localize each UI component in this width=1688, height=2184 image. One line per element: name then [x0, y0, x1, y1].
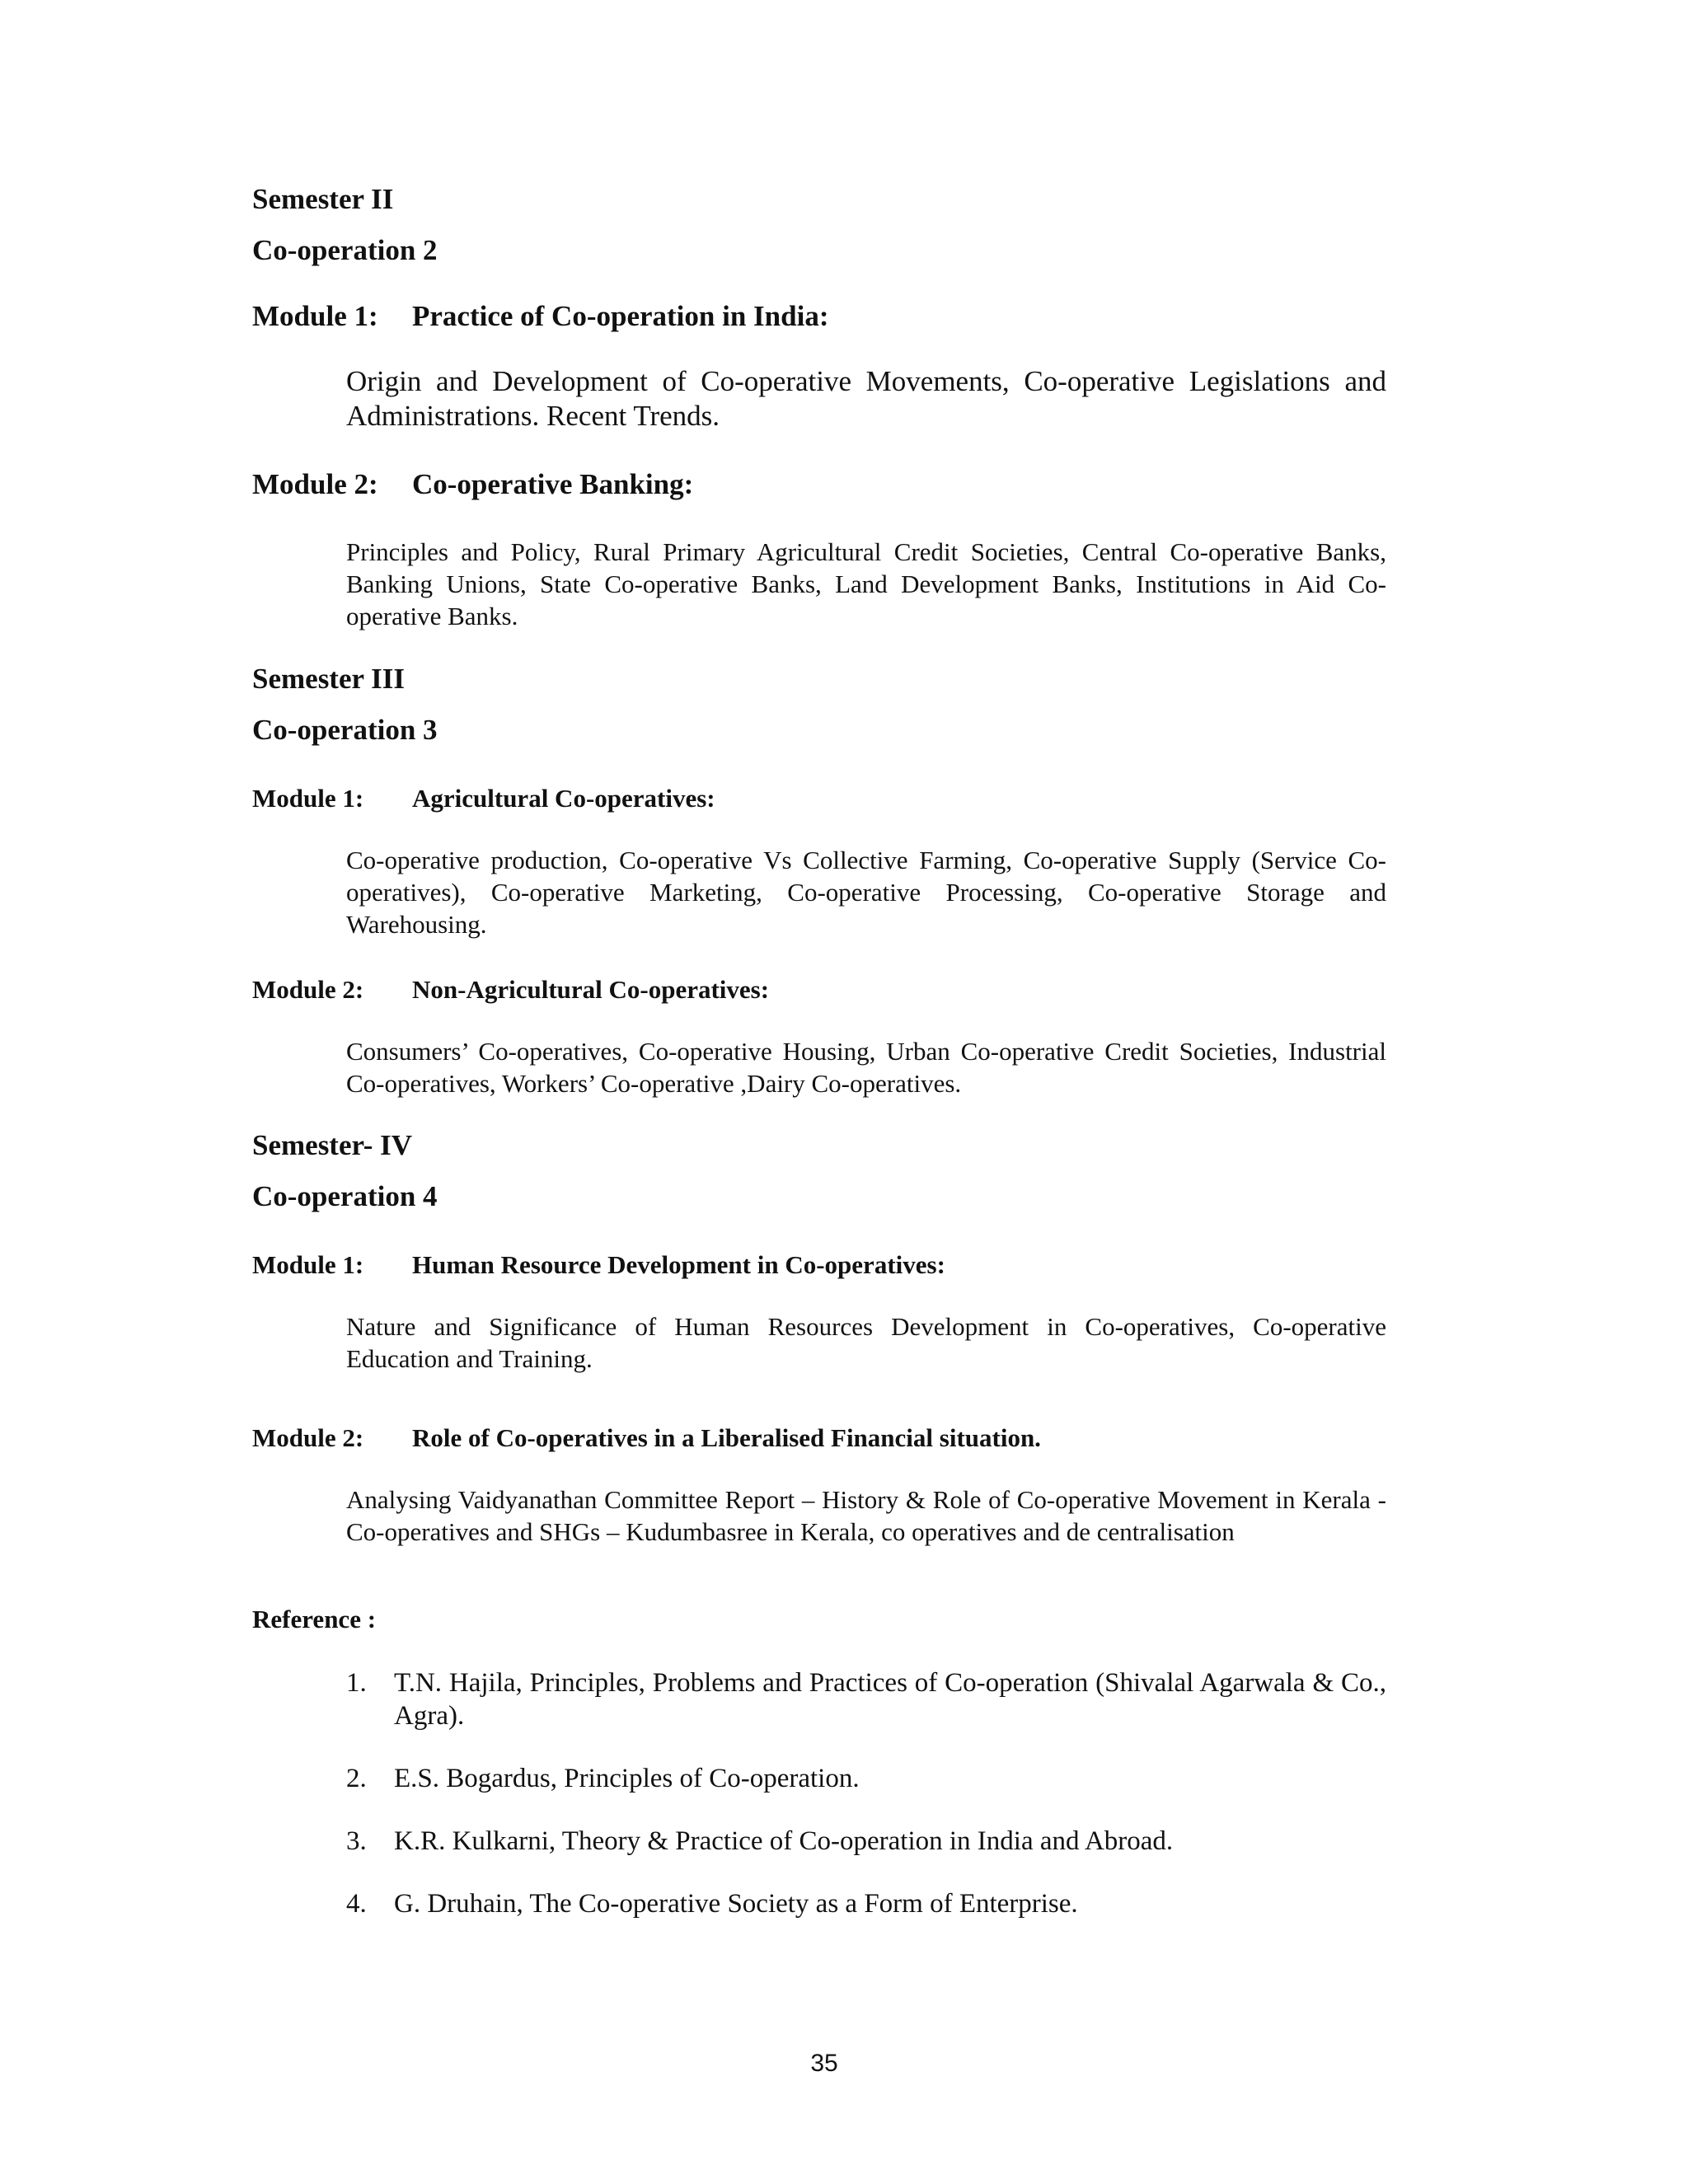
course-heading: Co-operation 3	[252, 714, 438, 746]
module-description: Origin and Development of Co-operative Movements, Co-operative Legislations and Administrations. Recent Trends.	[346, 365, 1386, 432]
module-heading	[252, 300, 1406, 333]
reference-number: 2.	[346, 1764, 367, 1793]
module-title: Non-Agricultural Co-operatives:	[412, 975, 770, 1004]
reference-heading: Reference :	[252, 1605, 377, 1633]
module-heading	[252, 1249, 1406, 1281]
reference-text: K.R. Kulkarni, Theory & Practice of Co-operation in India and Abroad.	[394, 1826, 1174, 1856]
module-description: Principles and Policy, Rural Primary Agricultural Credit Societies, Central Co-operative Banks, Banking Unions, State Co-operative Banks, Land Development Banks, Institutions in Aid Co-operative Banks.	[346, 537, 1386, 630]
module-description: Analysing Vaidyanathan Committee Report – History & Role of Co-operative Movement in Kerala - Co-operatives and SHGs – Kudumbasree in Kerala, co operatives and de centralisation	[346, 1485, 1386, 1546]
reference-text: G. Druhain, The Co-operative Society as a Form of Enterprise.	[394, 1889, 1078, 1919]
semester-heading: Semester- IV	[252, 1129, 413, 1161]
module-title: Role of Co-operatives in a Liberalised Financial situation.	[412, 1423, 1041, 1452]
reference-item	[346, 1825, 1386, 1858]
reference-item	[346, 1666, 1386, 1732]
course-heading: Co-operation 4	[252, 1180, 438, 1212]
reference-item	[346, 1887, 1386, 1920]
module-number: Module 2:	[252, 1423, 364, 1452]
reference-number: 3.	[346, 1826, 367, 1856]
module-description: Nature and Significance of Human Resources Development in Co-operatives, Co-operative Education and Training.	[346, 1312, 1386, 1373]
module-title: Agricultural Co-operatives:	[412, 784, 715, 813]
module-number: Module 1:	[252, 784, 364, 813]
module-heading	[252, 974, 1406, 1005]
reference-number: 4.	[346, 1889, 367, 1919]
module-description: Co-operative production, Co-operative Vs Collective Farming, Co-operative Supply (Service Co-operatives), Co-operative Marketing, Co-operative Processing, Co-operative Storage and Warehousing.	[346, 846, 1386, 939]
reference-text: E.S. Bogardus, Principles of Co-operation.	[394, 1764, 860, 1793]
module-number: Module 2:	[252, 975, 364, 1004]
reference-number: 1.	[346, 1668, 367, 1698]
module-description: Consumers’ Co-operatives, Co-operative Housing, Urban Co-operative Credit Societies, Industrial Co-operatives, Workers’ Co-operative ,Dairy Co-operatives.	[346, 1037, 1386, 1098]
module-title: Co-operative Banking:	[412, 468, 694, 500]
page-number: 35	[810, 2050, 838, 2077]
reference-text: T.N. Hajila, Principles, Problems and Practices of Co-operation (Shivalal Agarwala & Co., Agra).	[394, 1668, 1386, 1731]
module-heading	[252, 1422, 1406, 1454]
course-heading: Co-operation 2	[252, 234, 438, 266]
reference-item	[346, 1762, 1386, 1795]
module-title: Practice of Co-operation in India:	[412, 300, 829, 332]
semester-heading: Semester II	[252, 183, 394, 215]
module-number: Module 2:	[252, 468, 378, 500]
module-heading	[252, 783, 1406, 814]
module-number: Module 1:	[252, 300, 378, 332]
module-heading	[252, 468, 1406, 501]
module-title: Human Resource Development in Co-operatives:	[412, 1250, 945, 1279]
semester-heading: Semester III	[252, 663, 406, 695]
module-number: Module 1:	[252, 1250, 364, 1279]
